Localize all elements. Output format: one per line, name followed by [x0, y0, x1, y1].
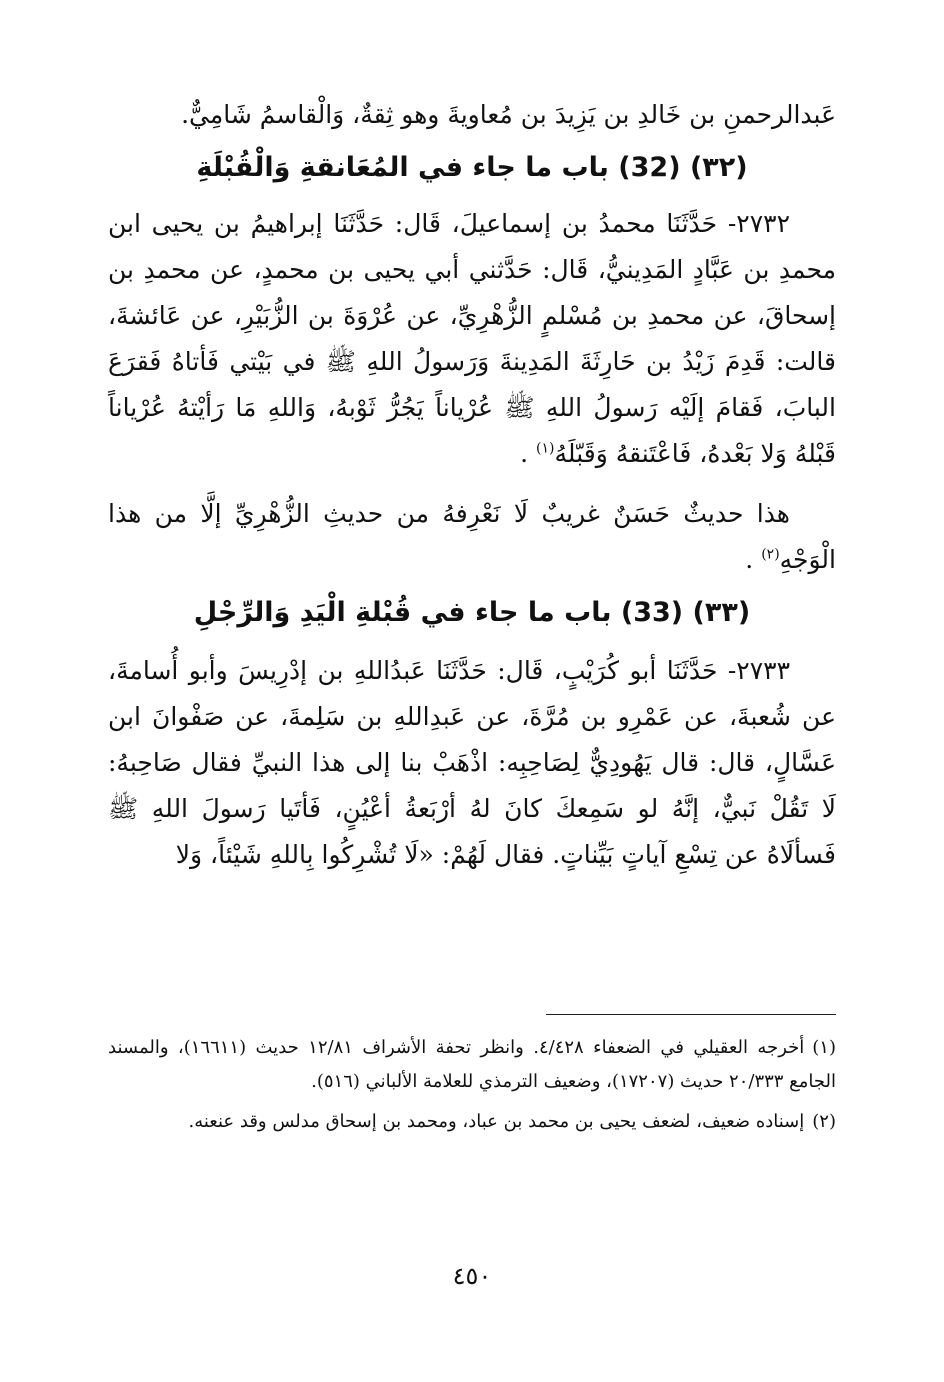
comment-2732-text: هذا حديثٌ حَسَنٌ غريبٌ لَا نَعْرِفهُ من حديثِ الزُّهْرِيِّ إلَّا من هذا الْوَجْهِ: [108, 499, 836, 574]
footnote-1-number: (١): [812, 1037, 836, 1058]
footnote-divider: [546, 1014, 836, 1015]
page-number: ٤٥٠: [452, 1262, 492, 1290]
footnote-2: [108, 1105, 836, 1139]
footnote-2-text: إسناده ضعيف، لضعف يحيى بن محمد بن عباد، ومحمد بن إسحاق مدلس وقد عنعنه.: [188, 1111, 805, 1132]
hadith-2732-end: .: [520, 439, 537, 468]
footnote-1: [108, 1031, 836, 1099]
footnote-2-number: (٢): [812, 1111, 836, 1132]
page-body: [108, 92, 836, 878]
hadith-2732-text: ٢٧٣٢- حَدَّثَنَا محمدُ بن إسماعيلَ، قَال: حَدَّثَنَا إبراهيمُ بن يحيى ابن محمدِ بن عَبَّادٍ المَدِينيُّ، قَال: حَدَّثني أبي يحيى بن محمدٍ، عن محمدِ بن إسحاقَ، عن محمدِ بن مُسْلمٍ الزُّهْرِيِّ، عن عُرْوَةَ بن الزُّبَيْرِ، عن عَائشةَ، قالت: قَدِمَ زَيْدُ بن حَارِثَةَ المَدِينةَ وَرَسولُ اللهِ ﷺ في بَيْتي فَأتاهُ فَقرَعَ البابَ، فَقامَ إلَيْه رَسولُ اللهِ ﷺ عُرْياناً يَجُرُّ ثَوْبهُ، وَاللهِ مَا رَأيْتهُ عُرْياناً قَبْلهُ وَلا بَعْدهُ، فَاعْتَنقهُ وَقَبّلَهُ: [108, 209, 836, 468]
footnote-1-text: أخرجه العقيلي في الضعفاء ٤/٤٢٨. وانظر تحفة الأشراف ١٢/٨١ حديث (١٦٦١١)، والمسند الجامع ٢٠/٣٣٣ حديث (١٧٢٠٧)، وضعيف الترمذي للعلامة الألباني (٥١٦).: [108, 1037, 836, 1092]
intro-line: عَبدالرحمنِ بن خَالدِ بن يَزِيدَ بن مُعاويةَ وهو ثِقةٌ، وَالْقاسمُ شَامِيٌّ.: [181, 100, 836, 129]
hadith-2732: [108, 201, 836, 477]
footnote-ref-1[interactable]: (١): [536, 440, 555, 457]
footnote-ref-2[interactable]: (٢): [761, 546, 780, 563]
footnotes: [108, 1014, 836, 1145]
comment-2732-end: .: [745, 545, 762, 574]
chapter-heading-32: (٣٢) (32) باب ما جاء في المُعَانقةِ وَالْقُبْلَةِ: [196, 152, 748, 183]
chapter-heading-33: (٣٣) (33) باب ما جاء في قُبْلةِ الْيَدِ وَالرِّجْلِ: [193, 597, 751, 628]
comment-2732: [108, 491, 836, 583]
hadith-2733: ٢٧٣٣- حَدَّثَنَا أبو كُرَيْبٍ، قَال: حَدَّثَنَا عَبدُاللهِ بن إدْرِيسَ وأبو أُسامةَ، عن شُعبةَ، عن عَمْرِو بن مُرَّةَ، عن عَبدِاللهِ بن سَلِمةَ، عن صَفْوانَ ابن عَسَّالٍ، قال: قال يَهُودِيٌّ لِصَاحِبِه: اذْهَبْ بنا إلى هذا النبيِّ فقال صَاحِبهُ: لَا تَقُلْ نَبيٌّ، إنَّهُ لو سَمِعكَ كانَ لهُ أرْبَعةُ أعْيُنٍ، فَأتَيا رَسولَ اللهِ ﷺ فَسألَاهُ عن تِسْعِ آياتٍ بَيِّناتٍ. فقال لَهُمْ: «لَا تُشْرِكُوا بِاللهِ شَيْئاً، وَلا: [108, 656, 836, 869]
